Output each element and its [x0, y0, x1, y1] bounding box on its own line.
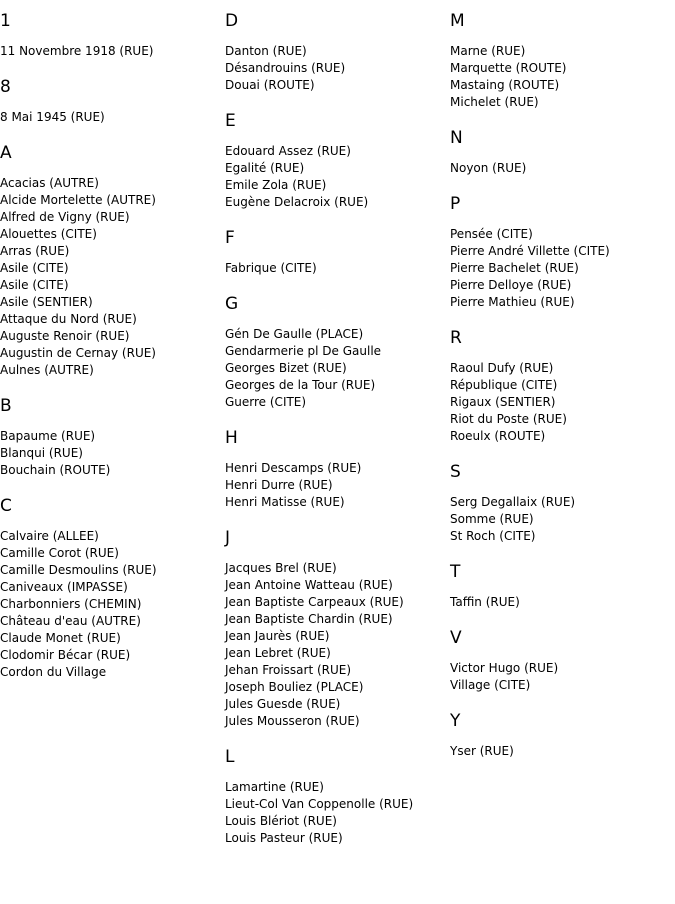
street-item [0, 109, 220, 126]
street-link[interactable]: Jules Guesde (RUE) [225, 697, 341, 711]
street-item [225, 160, 445, 177]
street-link[interactable]: 8 Mai 1945 (RUE) [0, 110, 105, 124]
street-link[interactable]: Alcide Mortelette (AUTRE) [0, 193, 156, 207]
street-link[interactable]: Georges Bizet (RUE) [225, 361, 347, 375]
street-item [0, 528, 220, 545]
street-link[interactable]: Serg Degallaix (RUE) [450, 495, 576, 509]
street-list [0, 528, 220, 681]
street-item [450, 60, 670, 77]
letter-section [225, 430, 445, 511]
street-item [0, 613, 220, 630]
street-link[interactable]: Pierre Bachelet (RUE) [450, 261, 579, 275]
street-item [225, 77, 445, 94]
section-letter-heading: P [450, 194, 461, 214]
street-link[interactable]: Noyon (RUE) [450, 161, 527, 175]
street-list [450, 743, 670, 760]
street-item [450, 677, 670, 694]
street-item [450, 660, 670, 677]
street-item [450, 43, 670, 60]
letter-section [225, 113, 445, 211]
section-letter-heading: D [225, 11, 239, 31]
street-link[interactable]: Raoul Dufy (RUE) [450, 361, 554, 375]
street-item [0, 226, 220, 243]
letter-section [225, 296, 445, 411]
street-link[interactable]: Asile (CITE) [0, 278, 69, 292]
street-item [0, 243, 220, 260]
street-item [0, 294, 220, 311]
street-list [0, 175, 220, 379]
letter-section [0, 145, 220, 379]
letter-section [450, 713, 670, 760]
letter-section [450, 564, 670, 611]
street-link[interactable]: 11 Novembre 1918 (RUE) [0, 44, 154, 58]
street-item [450, 360, 670, 377]
street-list [225, 43, 445, 94]
street-link[interactable]: Joseph Bouliez (PLACE) [225, 680, 364, 694]
letter-section [0, 398, 220, 479]
letter-section [0, 13, 220, 60]
street-item [0, 175, 220, 192]
street-link[interactable]: Cordon du Village [0, 665, 107, 679]
letter-section [225, 749, 445, 847]
street-item [225, 696, 445, 713]
street-item [225, 779, 445, 796]
street-item [450, 243, 670, 260]
street-item [225, 577, 445, 594]
street-link[interactable]: Lamartine (RUE) [225, 780, 324, 794]
street-list [225, 260, 445, 277]
section-letter-heading: H [225, 428, 238, 448]
street-item [225, 460, 445, 477]
street-item [225, 326, 445, 343]
street-item [225, 143, 445, 160]
street-link[interactable]: Yser (RUE) [450, 744, 514, 758]
street-index-column-3 [450, 0, 670, 779]
street-link[interactable]: Victor Hugo (RUE) [450, 661, 559, 675]
street-link[interactable]: Village (CITE) [450, 678, 531, 692]
street-item [225, 477, 445, 494]
section-letter-heading: C [0, 496, 12, 516]
street-item [225, 662, 445, 679]
street-link[interactable]: Marquette (ROUTE) [450, 61, 567, 75]
street-item [225, 194, 445, 211]
street-link[interactable]: Michelet (RUE) [450, 95, 539, 109]
street-link[interactable]: Henri Matisse (RUE) [225, 495, 345, 509]
street-item [0, 596, 220, 613]
street-link[interactable]: Douai (ROUTE) [225, 78, 315, 92]
street-item [0, 647, 220, 664]
street-link[interactable]: Edouard Assez (RUE) [225, 144, 351, 158]
street-item [450, 277, 670, 294]
street-item [225, 177, 445, 194]
street-link[interactable]: Attaque du Nord (RUE) [0, 312, 137, 326]
street-link[interactable]: Blanqui (RUE) [0, 446, 83, 460]
street-link[interactable]: Roeulx (ROUTE) [450, 429, 546, 443]
street-link[interactable]: République (CITE) [450, 378, 558, 392]
street-link[interactable]: Jean Jaurès (RUE) [225, 629, 330, 643]
street-link[interactable]: Aulnes (AUTRE) [0, 363, 94, 377]
street-link[interactable]: Augustin de Cernay (RUE) [0, 346, 156, 360]
street-item [450, 494, 670, 511]
street-link[interactable]: Alouettes (CITE) [0, 227, 97, 241]
letter-section [0, 79, 220, 126]
street-item [0, 345, 220, 362]
street-index-column-2 [225, 0, 445, 866]
street-item [0, 209, 220, 226]
street-link[interactable]: Clodomir Bécar (RUE) [0, 648, 131, 662]
street-list [0, 43, 220, 60]
street-link[interactable]: Pierre Delloye (RUE) [450, 278, 572, 292]
street-item [225, 679, 445, 696]
letter-section [225, 230, 445, 277]
street-item [225, 43, 445, 60]
street-item [225, 713, 445, 730]
street-item [0, 579, 220, 596]
street-list [450, 43, 670, 111]
section-letter-heading: M [450, 11, 465, 31]
street-list [0, 428, 220, 479]
letter-section [450, 130, 670, 177]
street-item [225, 360, 445, 377]
street-item [225, 60, 445, 77]
section-letter-heading: B [0, 396, 12, 416]
street-link[interactable]: Calvaire (ALLEE) [0, 529, 99, 543]
street-item [450, 594, 670, 611]
street-item [225, 394, 445, 411]
street-item [0, 362, 220, 379]
street-item [450, 160, 670, 177]
street-item [450, 260, 670, 277]
street-list [225, 779, 445, 847]
street-link[interactable]: Caniveaux (IMPASSE) [0, 580, 128, 594]
street-item [450, 511, 670, 528]
street-link[interactable]: Fabrique (CITE) [225, 261, 317, 275]
section-letter-heading: J [225, 528, 231, 548]
street-item [0, 43, 220, 60]
street-link[interactable]: Pierre Mathieu (RUE) [450, 295, 575, 309]
street-item [450, 226, 670, 243]
street-item [225, 560, 445, 577]
street-link[interactable]: Riot du Poste (RUE) [450, 412, 567, 426]
street-item [0, 664, 220, 681]
letter-section [450, 464, 670, 545]
section-letter-heading: T [450, 562, 461, 582]
street-link[interactable]: Château d'eau (AUTRE) [0, 614, 141, 628]
street-item [0, 277, 220, 294]
street-link[interactable]: Jean Baptiste Carpeaux (RUE) [225, 595, 404, 609]
street-item [225, 813, 445, 830]
street-link[interactable]: Charbonniers (CHEMIN) [0, 597, 142, 611]
street-item [225, 260, 445, 277]
street-link[interactable]: Henri Durre (RUE) [225, 478, 333, 492]
street-link[interactable]: Bouchain (ROUTE) [0, 463, 111, 477]
street-link[interactable]: Somme (RUE) [450, 512, 534, 526]
section-letter-heading: 1 [0, 11, 11, 31]
street-item [225, 594, 445, 611]
street-item [0, 445, 220, 462]
letter-section [450, 630, 670, 694]
street-item [450, 94, 670, 111]
street-item [0, 462, 220, 479]
street-link[interactable]: Louis Pasteur (RUE) [225, 831, 343, 845]
street-link[interactable]: Rigaux (SENTIER) [450, 395, 556, 409]
street-link[interactable]: Louis Blériot (RUE) [225, 814, 337, 828]
letter-section [450, 196, 670, 311]
street-link[interactable]: Gendarmerie pl De Gaulle [225, 344, 382, 358]
street-link[interactable]: Henri Descamps (RUE) [225, 461, 362, 475]
street-link[interactable]: Bapaume (RUE) [0, 429, 96, 443]
street-link[interactable]: Camille Corot (RUE) [0, 546, 119, 560]
street-link[interactable]: Jehan Froissart (RUE) [225, 663, 352, 677]
section-letter-heading: 8 [0, 77, 11, 97]
street-item [225, 628, 445, 645]
street-link[interactable]: Arras (RUE) [0, 244, 70, 258]
street-item [225, 343, 445, 360]
street-item [225, 377, 445, 394]
letter-section [450, 330, 670, 445]
street-list [450, 494, 670, 545]
street-link[interactable]: Eugène Delacroix (RUE) [225, 195, 369, 209]
street-link[interactable]: Asile (CITE) [0, 261, 69, 275]
street-link[interactable]: Mastaing (ROUTE) [450, 78, 560, 92]
street-link[interactable]: Danton (RUE) [225, 44, 307, 58]
street-list [450, 160, 670, 177]
street-index-column-1 [0, 0, 220, 700]
street-item [0, 630, 220, 647]
street-link[interactable]: Claude Monet (RUE) [0, 631, 121, 645]
street-item [450, 377, 670, 394]
street-list [225, 326, 445, 411]
street-link[interactable]: Camille Desmoulins (RUE) [0, 563, 157, 577]
street-list [0, 109, 220, 126]
section-letter-heading: L [225, 747, 235, 767]
street-item [0, 545, 220, 562]
street-link[interactable]: Lieut-Col Van Coppenolle (RUE) [225, 797, 414, 811]
section-letter-heading: F [225, 228, 235, 248]
street-item [0, 192, 220, 209]
street-list [450, 360, 670, 445]
street-list [225, 460, 445, 511]
street-item [450, 528, 670, 545]
street-item [225, 830, 445, 847]
street-link[interactable]: Guerre (CITE) [225, 395, 307, 409]
street-link[interactable]: Jean Lebret (RUE) [225, 646, 331, 660]
street-item [0, 328, 220, 345]
street-item [0, 428, 220, 445]
street-list [225, 560, 445, 730]
street-item [225, 645, 445, 662]
section-letter-heading: V [450, 628, 462, 648]
street-link[interactable]: St Roch (CITE) [450, 529, 536, 543]
street-list [450, 594, 670, 611]
street-item [450, 411, 670, 428]
street-link[interactable]: Gén De Gaulle (PLACE) [225, 327, 364, 341]
street-link[interactable]: Désandrouins (RUE) [225, 61, 346, 75]
street-item [0, 562, 220, 579]
street-link[interactable]: Egalité (RUE) [225, 161, 305, 175]
letter-section [225, 13, 445, 94]
street-item [450, 428, 670, 445]
street-item [0, 311, 220, 328]
letter-section [0, 498, 220, 681]
street-link[interactable]: Jules Mousseron (RUE) [225, 714, 360, 728]
section-letter-heading: A [0, 143, 12, 163]
section-letter-heading: N [450, 128, 463, 148]
street-link[interactable]: Auguste Renoir (RUE) [0, 329, 130, 343]
street-item [0, 260, 220, 277]
street-item [225, 796, 445, 813]
street-link[interactable]: Jean Baptiste Chardin (RUE) [225, 612, 393, 626]
street-link[interactable]: Acacias (AUTRE) [0, 176, 99, 190]
section-letter-heading: E [225, 111, 236, 131]
street-item [225, 611, 445, 628]
street-list [450, 660, 670, 694]
street-link[interactable]: Emile Zola (RUE) [225, 178, 327, 192]
street-item [225, 494, 445, 511]
street-link[interactable]: Alfred de Vigny (RUE) [0, 210, 130, 224]
street-link[interactable]: Jacques Brel (RUE) [225, 561, 337, 575]
letter-section [450, 13, 670, 111]
street-link[interactable]: Georges de la Tour (RUE) [225, 378, 376, 392]
section-letter-heading: S [450, 462, 461, 482]
street-link[interactable]: Marne (RUE) [450, 44, 526, 58]
letter-section [225, 530, 445, 730]
section-letter-heading: R [450, 328, 462, 348]
street-list [225, 143, 445, 211]
street-link[interactable]: Pierre André Villette (CITE) [450, 244, 610, 258]
street-item [450, 294, 670, 311]
street-link[interactable]: Asile (SENTIER) [0, 295, 93, 309]
street-link[interactable]: Taffin (RUE) [450, 595, 520, 609]
street-list [450, 226, 670, 311]
street-link[interactable]: Jean Antoine Watteau (RUE) [225, 578, 393, 592]
street-item [450, 394, 670, 411]
street-item [450, 743, 670, 760]
street-link[interactable]: Pensée (CITE) [450, 227, 533, 241]
street-item [450, 77, 670, 94]
section-letter-heading: G [225, 294, 239, 314]
section-letter-heading: Y [450, 711, 461, 731]
